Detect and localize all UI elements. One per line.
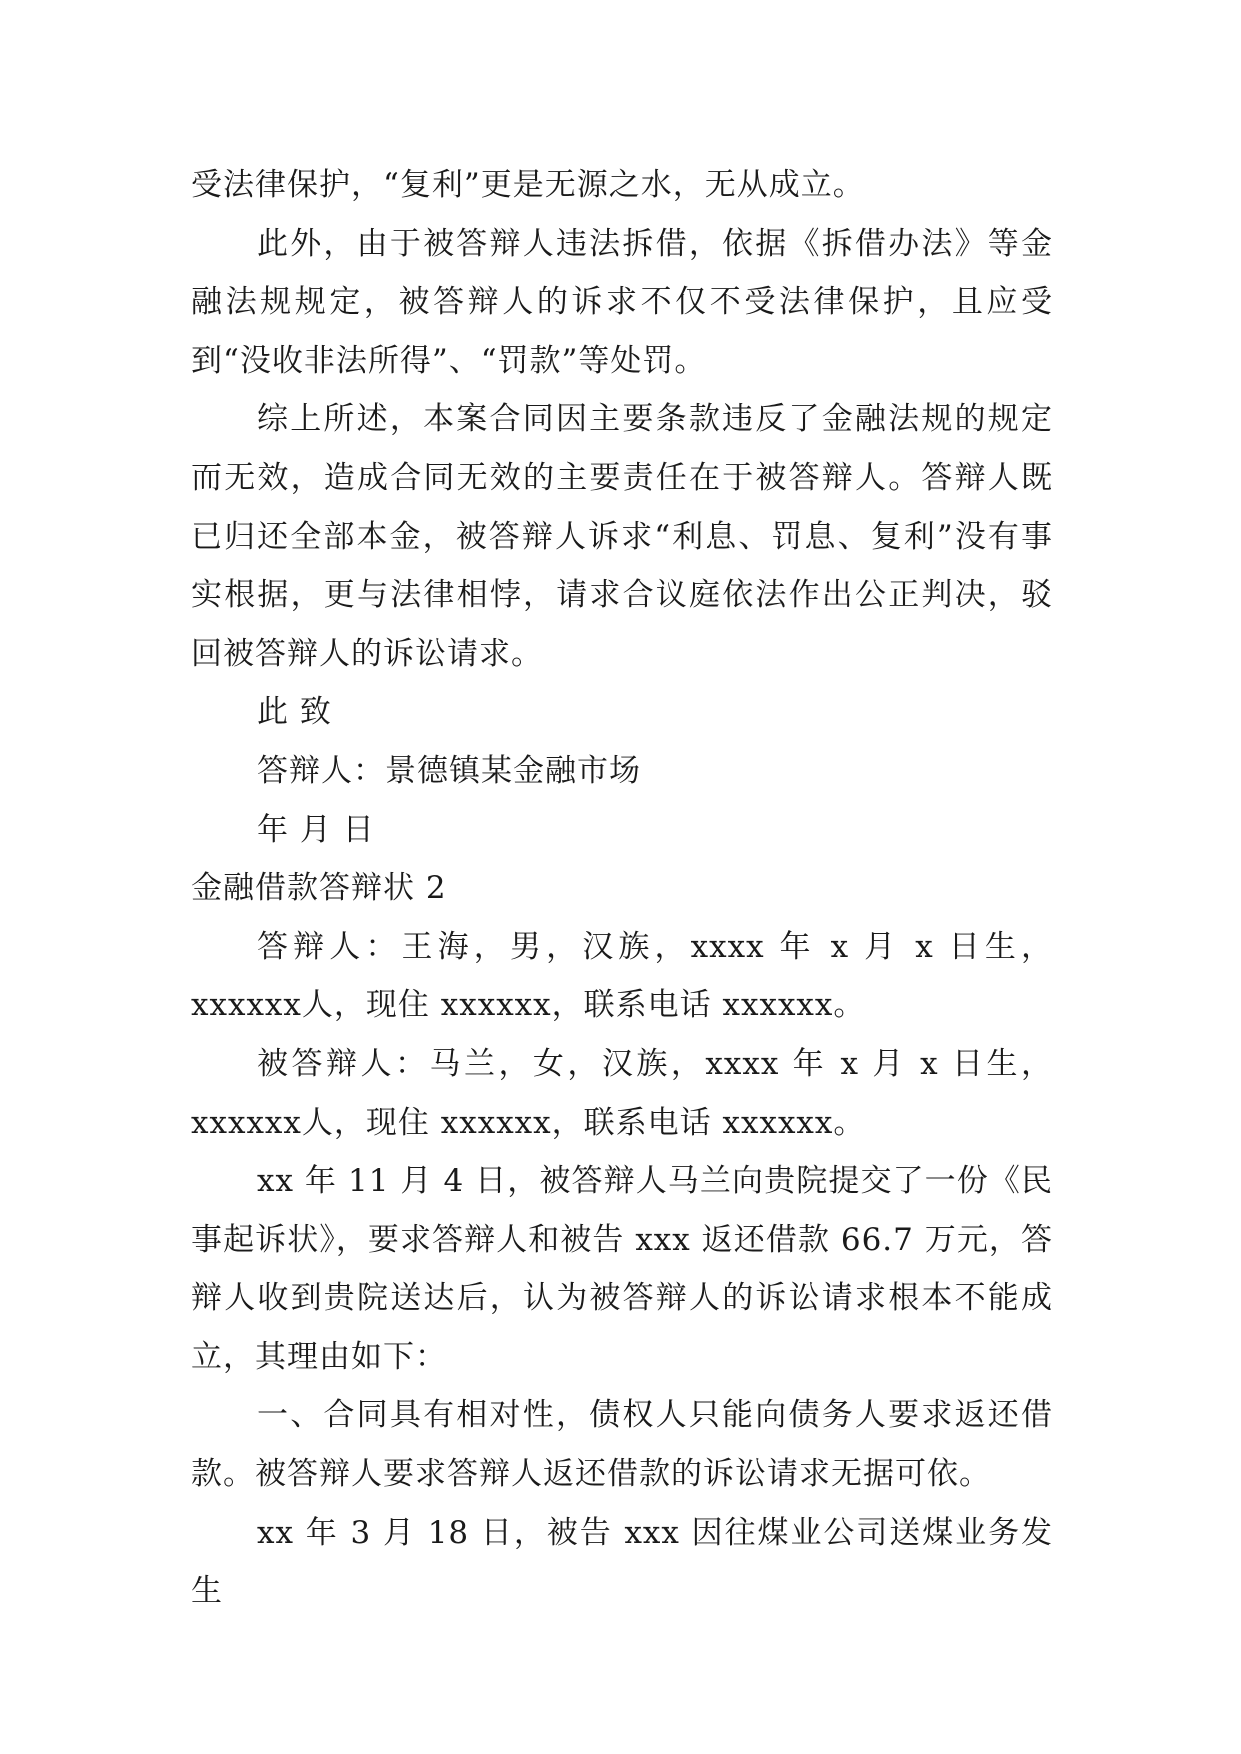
section-title: 金融借款答辩状 2 <box>191 870 447 907</box>
document-page <box>191 156 1053 1621</box>
plaintiff-info: 被答辩人：马兰，女，汉族，xxxx 年 x 月 x 日生，xxxxxx人，现住 xxxxxx，联系电话 xxxxxx。 <box>191 1045 1053 1141</box>
paragraph-3: 综上所述，本案合同因主要条款违反了金融法规的规定而无效，造成合同无效的主要责任在于被答辩人。答辩人既已归还全部本金，被答辩人诉求“利息、罚息、复利”没有事实根据，更与法律相悖，请求合议庭依法作出公正判决，驳回被答辩人的诉讼请求。 <box>191 401 1053 672</box>
paragraph-2: 此外，由于被答辩人违法拆借，依据《拆借办法》等金融法规规定，被答辩人的诉求不仅不受法律保护，且应受到“没收非法所得”、“罚款”等处罚。 <box>191 225 1053 379</box>
paragraph-background: xx 年 11 月 4 日，被答辩人马兰向贵院提交了一份《民事起诉状》，要求答辩人和被告 xxx 返还借款 66.7 万元，答辩人收到贵院送达后，认为被答辩人的诉讼请求根本不能成立，其理由如下： <box>191 1163 1053 1375</box>
signature-respondent: 答辩人：景德镇某金融市场 <box>257 752 641 789</box>
paragraph-1: 受法律保护，“复利”更是无源之水，无从成立。 <box>191 167 865 203</box>
date-line: 年 月 日 <box>257 811 375 848</box>
closing-salutation: 此 致 <box>257 694 332 731</box>
paragraph-facts: xx 年 3 月 18 日，被告 xxx 因往煤业公司送煤业务发生 <box>191 1514 1053 1610</box>
paragraph-reason-1: 一、合同具有相对性，债权人只能向债务人要求返还借款。被答辩人要求答辩人返还借款的诉讼请求无据可依。 <box>191 1397 1053 1493</box>
respondent-info: 答辩人：王海，男，汉族，xxxx 年 x 月 x 日生，xxxxxx人，现住 xxxxxx，联系电话 xxxxxx。 <box>191 928 1053 1024</box>
